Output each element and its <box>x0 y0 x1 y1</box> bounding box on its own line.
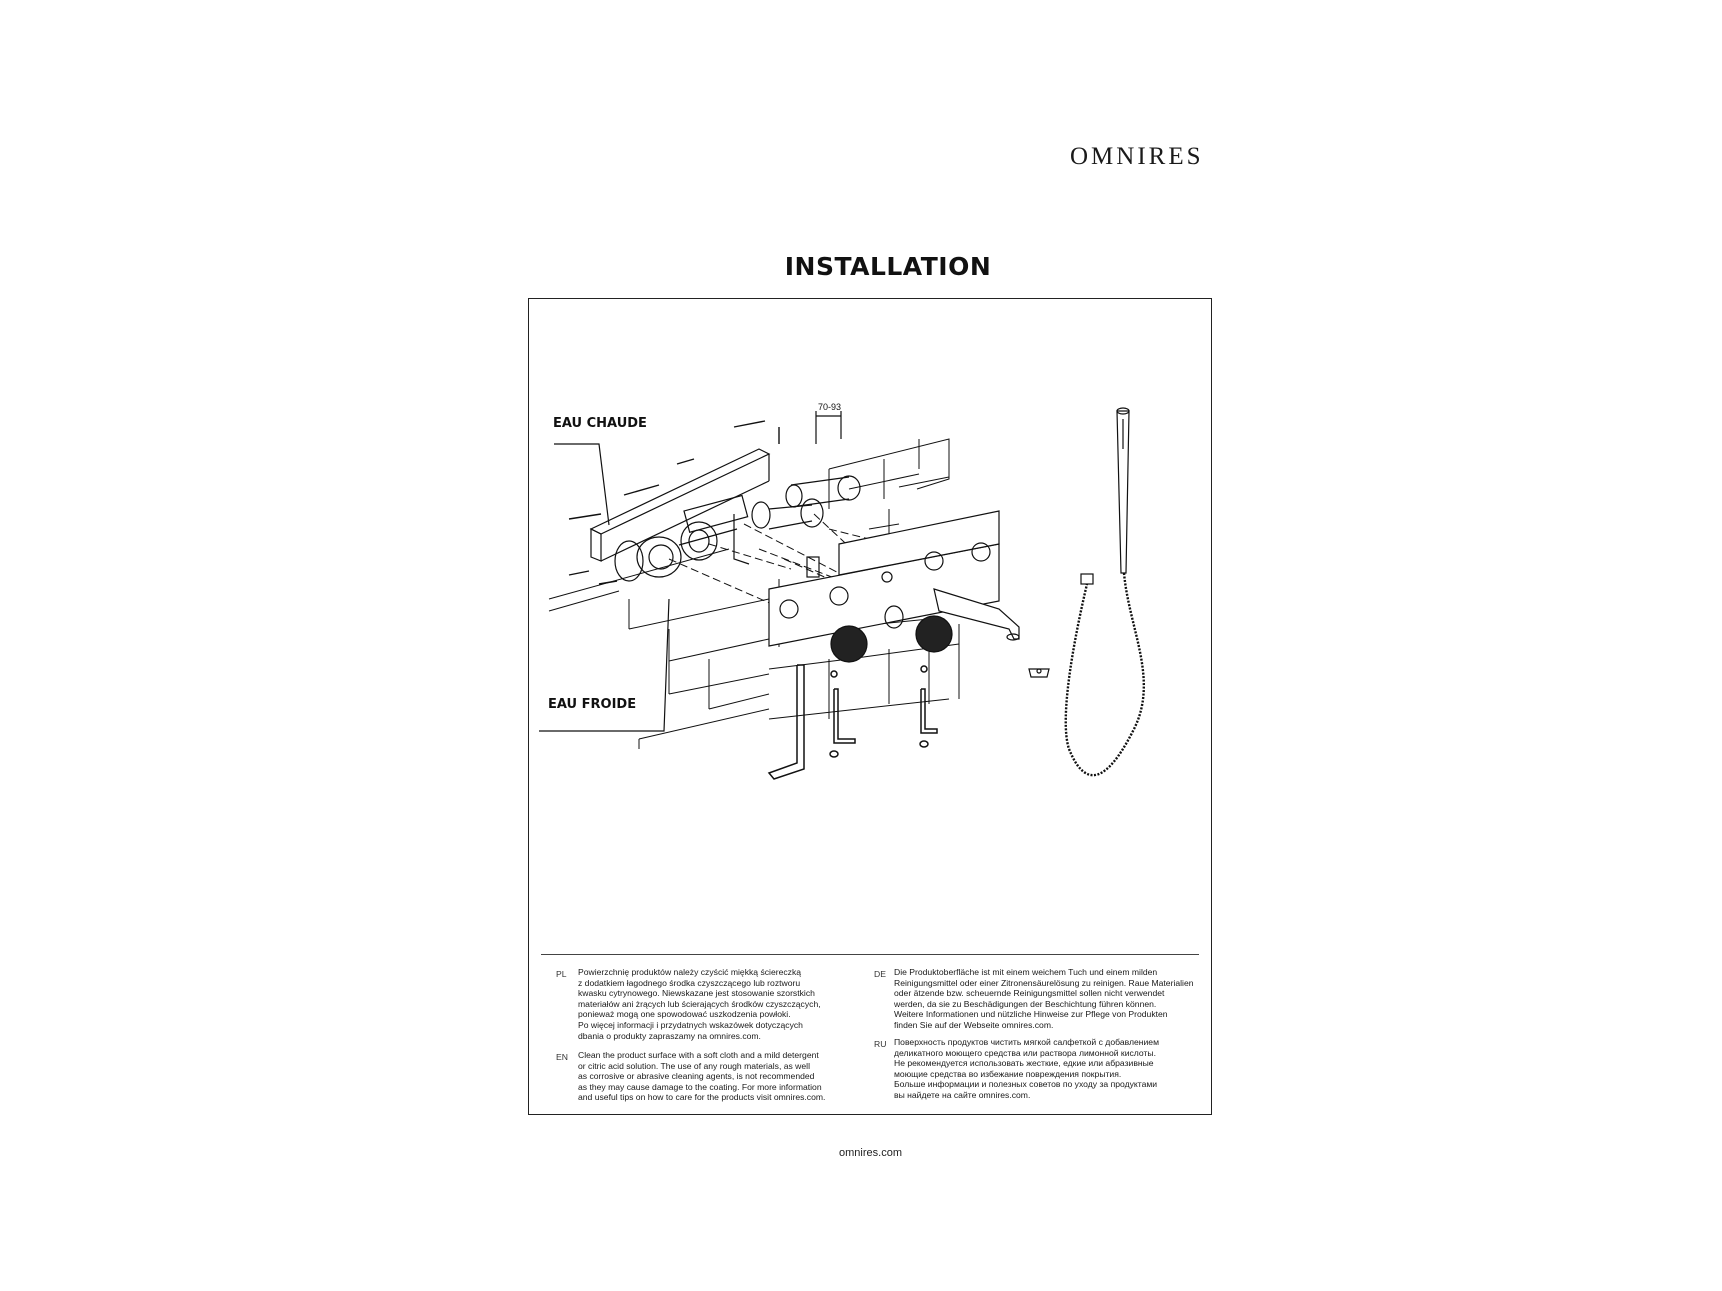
care-paragraph-ru: Поверхность продуктов чистить мягкой салфеткой с добавлением деликатного моющего средства или раствора лимонной кислоты. Не рекомендуется использовать жесткие, едкие или абразивные моющие средства во избежание повреждения покрытия. Больше информации и полезных советов по уходу за продуктами вы найдете на сайте omnires.com. <box>894 1037 1159 1100</box>
allen-keys <box>769 665 937 779</box>
care-text-en <box>578 1050 878 1103</box>
care-text-pl <box>578 967 878 1041</box>
cold-water-label: EAU FROIDE <box>548 697 637 712</box>
brand-logo: OMNIRES <box>1070 143 1204 170</box>
installation-panel <box>528 298 1212 1115</box>
page-title: INSTALLATION <box>784 252 992 281</box>
hot-leader-line <box>554 444 609 525</box>
care-text-ru <box>894 1037 1209 1101</box>
hand-shower <box>1066 408 1144 775</box>
care-paragraph-pl: Powierzchnię produktów należy czyścić miękką ściereczką z dodatkiem łagodnego środka czyszczącego lub roztworu kwasku cytrynowego. Niewskazane jest stosowanie szorstkich materiałów ani żrących lub ścierających środków czyszczących, ponieważ mogą one spowodować uszkodzenia powłoki. Po więcej informacji i przydatnych wskazówek dotyczących dbania o produkty zapraszamy na omnires.com. <box>578 967 821 1041</box>
footer-url[interactable]: omnires.com <box>839 1147 902 1159</box>
lang-code-pl: PL <box>556 969 567 979</box>
lang-code-de: DE <box>874 969 886 979</box>
lang-code-en: EN <box>556 1052 568 1062</box>
care-paragraph-de: Die Produktoberfläche ist mit einem weichem Tuch und einem milden Reinigungsmittel oder einer Zitronensäurelösung zu reinigen. Raue Materialien oder ätzende bzw. scheuernde Reinigungsmittel sollen nicht verwendet werden, da sie zu Beschädigungen der Beschichtung führen können. Weitere Informationen und nützliche Hinweise zur Pflege von Produkten finden Sie auf der Webseite omnires.com. <box>894 967 1194 1030</box>
dimension-label: 70-93 <box>818 402 842 412</box>
wall-bracket <box>1029 669 1049 677</box>
care-paragraph-en: Clean the product surface with a soft cloth and a mild detergent or citric acid solution. The use of any rough materials, as well as corrosive or abrasive cleaning agents, is not recommended as they may cause damage to the coating. For more information and useful tips on how to care for the products visit omnires.com. <box>578 1050 826 1103</box>
care-text-de <box>894 967 1209 1031</box>
wall-bricks-right <box>829 439 949 539</box>
dimension-marker <box>816 411 841 444</box>
lang-code-ru: RU <box>874 1039 887 1049</box>
care-divider <box>541 954 1199 955</box>
hot-water-label: EAU CHAUDE <box>553 416 647 431</box>
cover-plate <box>769 511 999 646</box>
